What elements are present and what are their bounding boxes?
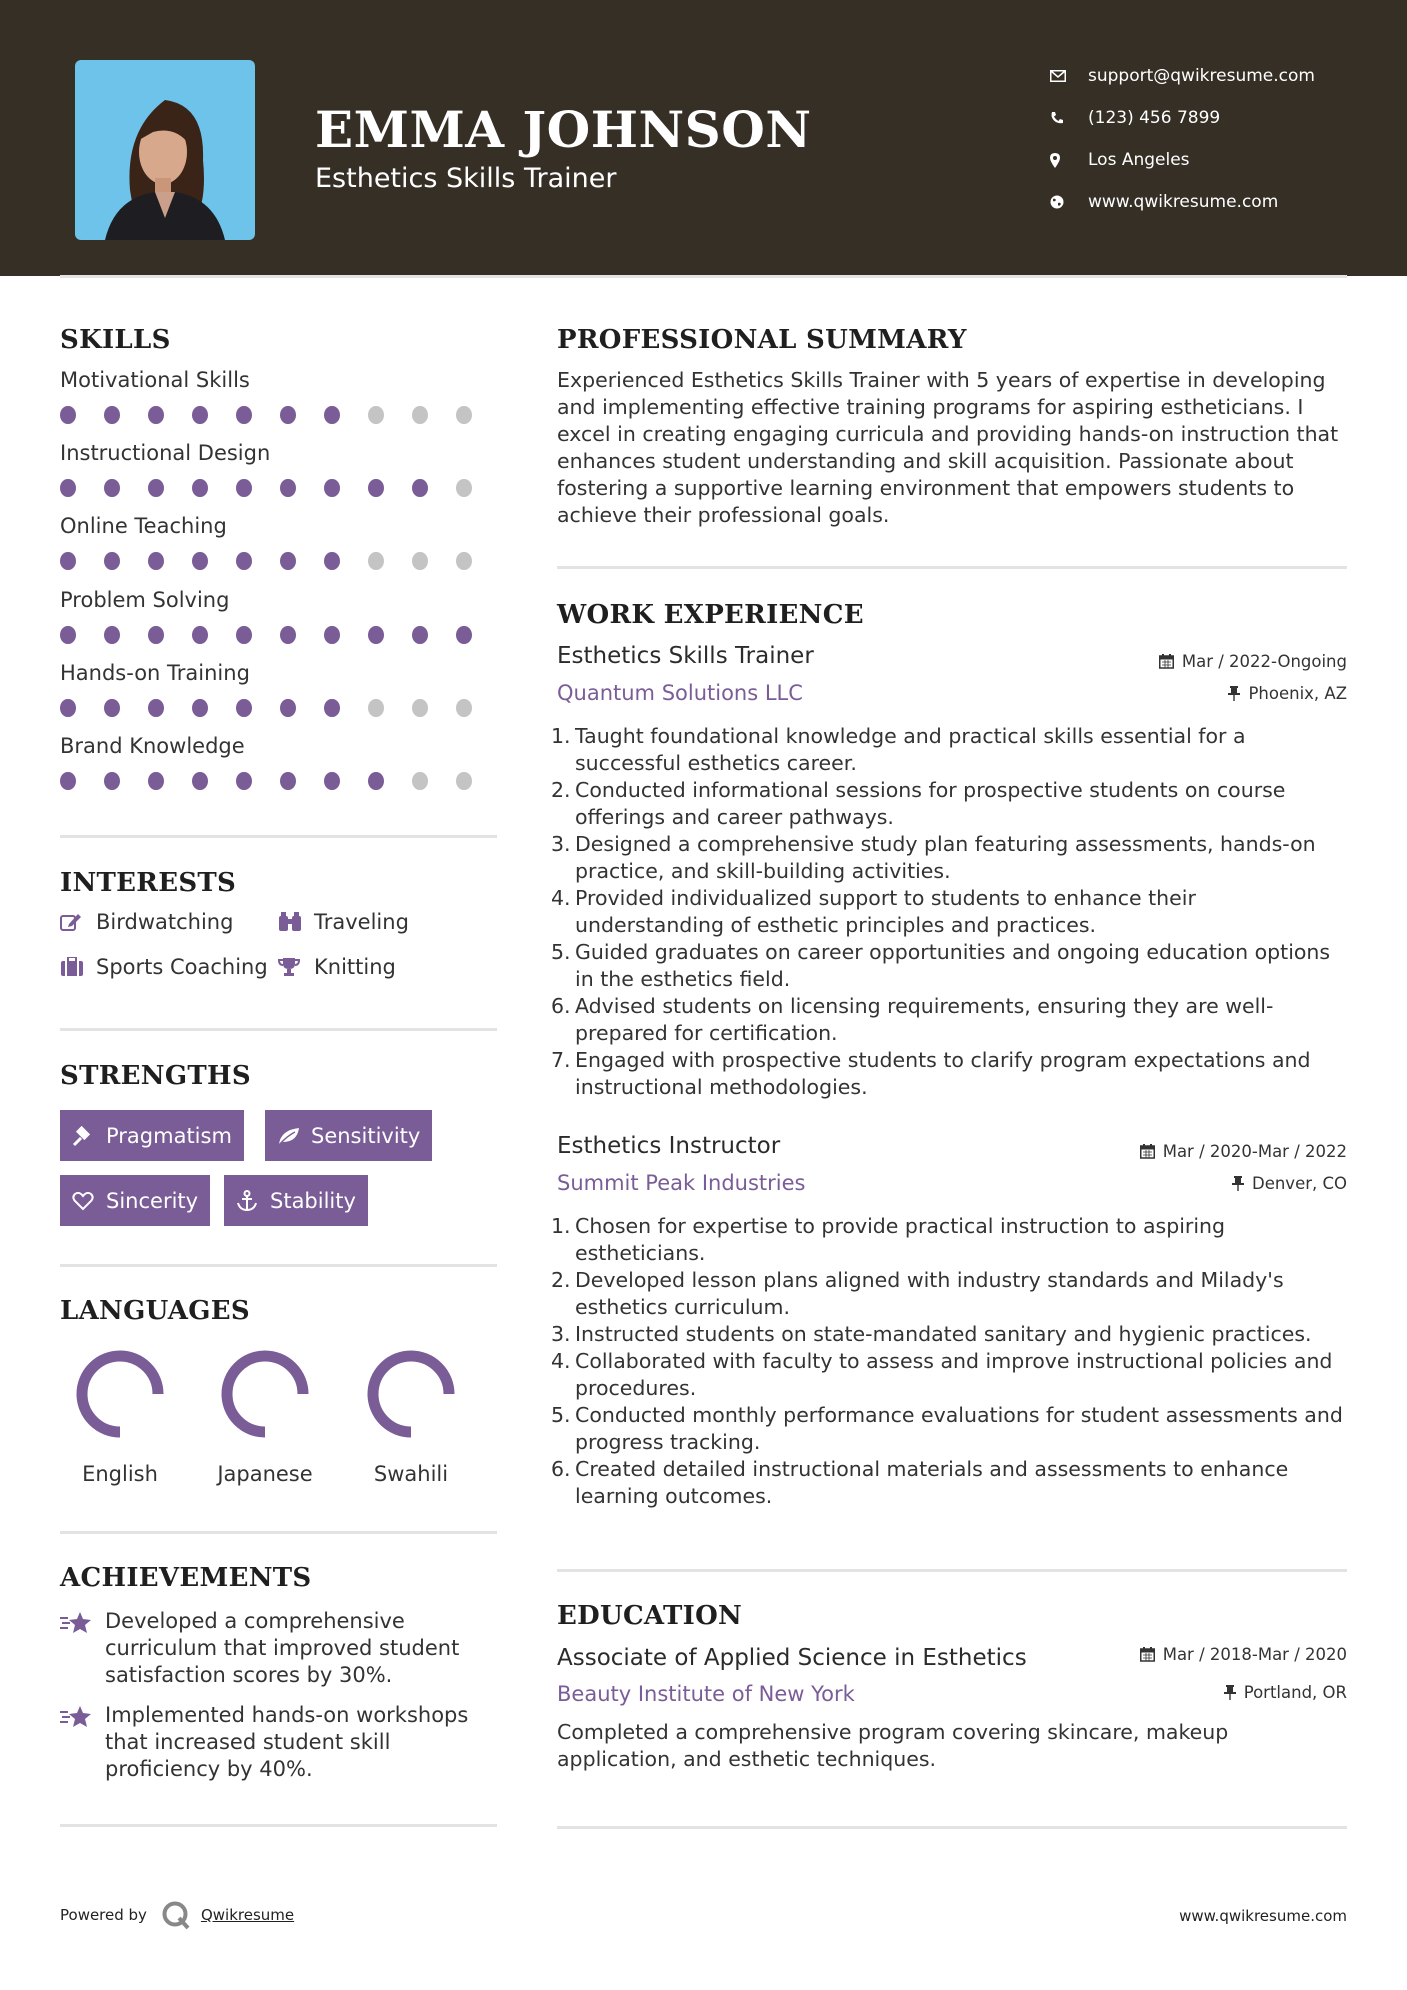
rating-dot-filled <box>192 772 208 790</box>
rating-dot-filled <box>104 479 120 497</box>
job-responsibilities <box>551 723 1347 1101</box>
skill-rating <box>60 699 500 717</box>
suitcase-icon <box>60 957 96 977</box>
school-name: Beauty Institute of New York <box>557 1682 855 1706</box>
rating-dot-filled <box>280 479 296 497</box>
list-item: 2. Developed lesson plans aligned with industry standards and Milady's esthetics curriculum. <box>551 1268 1284 1319</box>
rating-dot-filled <box>60 406 76 424</box>
skill-rating <box>60 406 500 424</box>
strength-tag <box>224 1175 368 1226</box>
achievement-text: Implemented hands-on workshops that increased student skill proficiency by 40%. <box>105 1703 469 1781</box>
contact-list <box>1050 55 1315 223</box>
rating-dot-filled <box>280 406 296 424</box>
globe-icon <box>1050 195 1088 209</box>
company-name: Quantum Solutions LLC <box>557 681 803 705</box>
rating-dot-filled <box>60 699 76 717</box>
footer-powered-by <box>60 1900 294 1930</box>
rating-dot-empty <box>412 699 428 717</box>
job-location: Phoenix, AZ <box>1228 684 1347 703</box>
skill-item <box>60 368 500 424</box>
achievement-item <box>60 1608 500 1689</box>
contact-website[interactable] <box>1050 181 1315 223</box>
skill-name: Hands-on Training <box>60 661 250 685</box>
rating-dot-filled <box>412 626 428 644</box>
contact-location-text: Los Angeles <box>1088 150 1190 170</box>
heart-icon <box>72 1191 106 1211</box>
rating-dot-filled <box>236 552 252 570</box>
interests-heading: INTERESTS <box>60 868 237 898</box>
language-proficiency-ring <box>365 1348 457 1440</box>
footer-url[interactable]: www.qwikresume.com <box>1179 1907 1347 1925</box>
list-item: 7. Engaged with prospective students to clarify program expectations and instructional methodologies. <box>551 1048 1311 1099</box>
section-divider <box>557 1826 1347 1829</box>
company-name: Summit Peak Industries <box>557 1171 806 1195</box>
rating-dot-filled <box>368 479 384 497</box>
rating-dot-filled <box>324 772 340 790</box>
language-proficiency-ring <box>219 1348 311 1440</box>
rating-dot-empty <box>412 406 428 424</box>
skill-name: Online Teaching <box>60 514 227 538</box>
rating-dot-filled <box>236 479 252 497</box>
skill-rating <box>60 626 500 644</box>
rating-dot-empty <box>412 552 428 570</box>
skill-item <box>60 588 500 644</box>
rating-dot-filled <box>236 626 252 644</box>
rating-dot-filled <box>368 626 384 644</box>
pushpin-icon <box>1224 1685 1236 1700</box>
strength-tag <box>265 1110 432 1161</box>
job-title: Esthetics Instructor <box>557 1133 781 1159</box>
section-divider <box>60 1531 497 1534</box>
contact-location <box>1050 139 1315 181</box>
list-item: 5. Conducted monthly performance evaluations for student assessments and progress tracking. <box>551 1403 1343 1454</box>
rating-dot-empty <box>368 406 384 424</box>
languages-heading: LANGUAGES <box>60 1296 250 1326</box>
job-dates: Mar / 2020-Mar / 2022 <box>1140 1142 1347 1161</box>
interest-label: Birdwatching <box>96 910 234 934</box>
interest-label: Knitting <box>314 955 396 979</box>
section-divider <box>60 1824 497 1827</box>
rating-dot-filled <box>324 406 340 424</box>
rating-dot-filled <box>104 772 120 790</box>
header-divider <box>60 275 1347 278</box>
skill-rating <box>60 479 500 497</box>
strength-label: Sincerity <box>106 1188 199 1213</box>
interest-label: Sports Coaching <box>96 955 268 979</box>
rating-dot-filled <box>60 552 76 570</box>
strength-label: Stability <box>270 1188 356 1213</box>
contact-email[interactable] <box>1050 55 1315 97</box>
calendar-icon <box>1159 654 1174 669</box>
rating-dot-filled <box>60 626 76 644</box>
list-item: 4. Provided individualized support to students to enhance their understanding of esthetic principles and practices. <box>551 886 1196 937</box>
contact-email-text: support@qwikresume.com <box>1088 66 1315 86</box>
skill-item <box>60 661 500 717</box>
section-divider <box>60 835 497 838</box>
calendar-icon <box>1140 1144 1155 1159</box>
rating-dot-filled <box>280 699 296 717</box>
qwikresume-logo-icon <box>161 1900 191 1930</box>
rating-dot-empty <box>456 699 472 717</box>
list-item: 1. Chosen for expertise to provide practical instruction to aspiring estheticians. <box>551 1214 1226 1265</box>
rating-dot-filled <box>280 552 296 570</box>
rating-dot-filled <box>148 406 164 424</box>
phone-icon <box>1050 111 1088 125</box>
rating-dot-empty <box>368 699 384 717</box>
strength-tag <box>60 1110 244 1161</box>
anchor-icon <box>236 1190 270 1212</box>
summary-heading: PROFESSIONAL SUMMARY <box>557 325 967 355</box>
rating-dot-filled <box>192 479 208 497</box>
achievement-item <box>60 1702 500 1783</box>
rating-dot-filled <box>192 699 208 717</box>
rating-dot-filled <box>148 479 164 497</box>
rating-dot-filled <box>412 479 428 497</box>
profile-photo <box>75 60 255 240</box>
summary-text: Experienced Esthetics Skills Trainer with 5 years of expertise in developing and implementing effective training programs for aspiring estheticians. I excel in creating engaging curricula and providing hands-on instruction that enhances student understanding and skill acquisition. Passionate about fostering a supportive learning environment that empowers students to achieve their professional goals. <box>557 368 1339 527</box>
language-item <box>351 1348 471 1486</box>
job-responsibilities <box>551 1213 1347 1510</box>
envelope-icon <box>1050 70 1088 82</box>
skill-rating <box>60 772 500 790</box>
contact-phone[interactable] <box>1050 97 1315 139</box>
rating-dot-filled <box>192 626 208 644</box>
language-name: English <box>82 1462 158 1486</box>
education-dates: Mar / 2018-Mar / 2020 <box>1140 1645 1347 1664</box>
candidate-title: Esthetics Skills Trainer <box>315 163 617 194</box>
map-pin-icon <box>1050 153 1088 168</box>
education-location: Portland, OR <box>1224 1683 1347 1702</box>
rating-dot-filled <box>368 772 384 790</box>
rating-dot-filled <box>280 772 296 790</box>
rating-dot-filled <box>236 772 252 790</box>
rating-dot-filled <box>280 626 296 644</box>
language-item <box>205 1348 325 1486</box>
rating-dot-filled <box>104 406 120 424</box>
list-item: 3. Designed a comprehensive study plan featuring assessments, hands-on practice, and skill-building activities. <box>551 832 1316 883</box>
person-avatar-icon <box>75 60 255 240</box>
rating-dot-filled <box>148 626 164 644</box>
skill-name: Brand Knowledge <box>60 734 245 758</box>
language-item <box>60 1348 180 1486</box>
list-item: 4. Collaborated with faculty to assess and improve instructional policies and procedures. <box>551 1349 1333 1400</box>
skills-heading: SKILLS <box>60 325 171 355</box>
degree-title: Associate of Applied Science in Esthetics <box>557 1645 1027 1671</box>
section-divider <box>557 1569 1347 1572</box>
skill-name: Motivational Skills <box>60 368 250 392</box>
section-divider <box>60 1264 497 1267</box>
achievements-heading: ACHIEVEMENTS <box>60 1563 312 1593</box>
education-description: Completed a comprehensive program covering skincare, makeup application, and esthetic techniques. <box>557 1720 1229 1771</box>
rating-dot-filled <box>60 479 76 497</box>
rating-dot-filled <box>192 552 208 570</box>
list-item: 1. Taught foundational knowledge and practical skills essential for a successful esthetics career. <box>551 724 1246 775</box>
powered-by-label: Powered by <box>60 1906 147 1924</box>
interest-item <box>60 910 233 934</box>
skill-item <box>60 734 500 790</box>
rating-dot-filled <box>456 626 472 644</box>
skill-rating <box>60 552 500 570</box>
rating-dot-empty <box>456 772 472 790</box>
strength-tag <box>60 1175 210 1226</box>
rating-dot-filled <box>104 552 120 570</box>
rating-dot-empty <box>456 479 472 497</box>
skill-name: Problem Solving <box>60 588 230 612</box>
gavel-icon <box>72 1125 106 1147</box>
rating-dot-filled <box>148 699 164 717</box>
section-divider <box>60 1028 497 1031</box>
resume-header <box>0 0 1407 276</box>
interest-item <box>60 955 268 979</box>
pushpin-icon <box>1232 1176 1244 1191</box>
list-item: 6. Created detailed instructional materials and assessments to enhance learning outcomes. <box>551 1457 1289 1508</box>
rating-dot-filled <box>236 699 252 717</box>
rating-dot-filled <box>148 552 164 570</box>
section-divider <box>557 566 1347 569</box>
skill-item <box>60 441 500 497</box>
rating-dot-empty <box>412 772 428 790</box>
rating-dot-filled <box>324 552 340 570</box>
skill-name: Instructional Design <box>60 441 271 465</box>
list-item: 6. Advised students on licensing requirements, ensuring they are well-prepared for certification. <box>551 994 1274 1045</box>
list-item: 3. Instructed students on state-mandated sanitary and hygienic practices. <box>551 1322 1312 1346</box>
rating-dot-filled <box>104 626 120 644</box>
rating-dot-filled <box>236 406 252 424</box>
qwikresume-link[interactable]: Qwikresume <box>200 1906 295 1924</box>
achievement-text: Developed a comprehensive curriculum that improved student satisfaction scores by 30%. <box>105 1609 460 1687</box>
job-dates: Mar / 2022-Ongoing <box>1159 652 1347 671</box>
binoculars-icon <box>278 912 314 932</box>
contact-phone-text: (123) 456 7899 <box>1088 108 1221 128</box>
job-location: Denver, CO <box>1232 1174 1347 1193</box>
language-name: Japanese <box>217 1462 313 1486</box>
skill-item <box>60 514 500 570</box>
trophy-icon <box>278 957 314 977</box>
interest-label: Traveling <box>314 910 409 934</box>
rating-dot-filled <box>104 699 120 717</box>
language-name: Swahili <box>373 1462 449 1486</box>
shooting-star-icon <box>60 1702 105 1783</box>
rating-dot-filled <box>192 406 208 424</box>
rating-dot-empty <box>456 552 472 570</box>
rating-dot-filled <box>324 699 340 717</box>
interest-item <box>278 910 409 934</box>
rating-dot-empty <box>368 552 384 570</box>
leaf-icon <box>277 1126 311 1146</box>
pencil-square-icon <box>60 912 96 932</box>
rating-dot-filled <box>148 772 164 790</box>
strength-label: Pragmatism <box>106 1123 232 1148</box>
strength-label: Sensitivity <box>311 1123 421 1148</box>
rating-dot-filled <box>324 626 340 644</box>
shooting-star-icon <box>60 1608 105 1689</box>
job-title: Esthetics Skills Trainer <box>557 643 814 669</box>
rating-dot-filled <box>60 772 76 790</box>
strengths-heading: STRENGTHS <box>60 1061 251 1091</box>
list-item: 2. Conducted informational sessions for prospective students on course offerings and career pathways. <box>551 778 1286 829</box>
list-item: 5. Guided graduates on career opportunities and ongoing education options in the esthetics field. <box>551 940 1331 991</box>
experience-heading: WORK EXPERIENCE <box>557 600 864 630</box>
interest-item <box>278 955 396 979</box>
calendar-icon <box>1140 1647 1155 1662</box>
rating-dot-empty <box>456 406 472 424</box>
pushpin-icon <box>1228 686 1240 701</box>
language-proficiency-ring <box>74 1348 166 1440</box>
candidate-name: EMMA JOHNSON <box>315 100 812 159</box>
education-heading: EDUCATION <box>557 1601 743 1631</box>
contact-website-text: www.qwikresume.com <box>1088 192 1279 212</box>
rating-dot-filled <box>324 479 340 497</box>
